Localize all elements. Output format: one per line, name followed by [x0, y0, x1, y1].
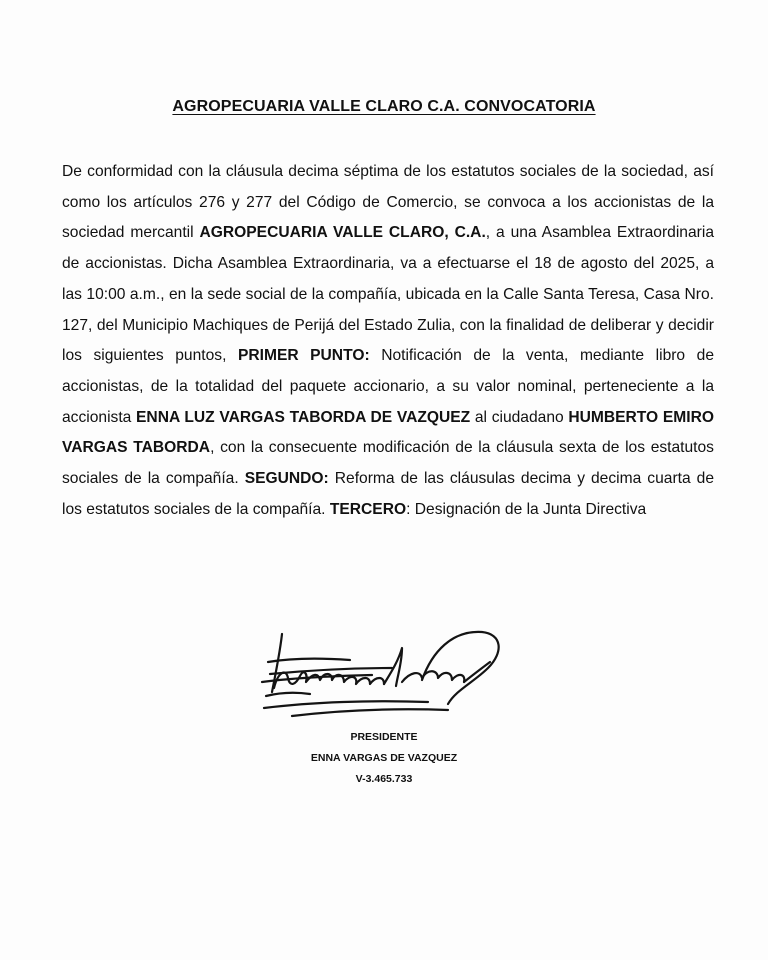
signature-block [284, 727, 484, 790]
body-text-7: : Designación de la Junta Directiva [406, 500, 647, 518]
body-text-3: Notificación de la venta, mediante libro de accionistas, de la totalidad del paquete accionario, a su valor nominal, perteneciente a la accionista [62, 347, 714, 426]
body-text-6: Reforma de las cláusulas decima y decima cuarta de los estatutos sociales de la compañía. [62, 470, 714, 518]
buyer-name: HUMBERTO EMIRO VARGAS TABORDA [62, 408, 714, 457]
document-title: AGROPECUARIA VALLE CLARO C.A. CONVOCATORIA [172, 98, 596, 115]
body-text-5: , con la consecuente modificación de la cláusula sexta de los estatutos sociales de la compañía. [62, 439, 714, 488]
second-point-label: SEGUNDO: [244, 470, 329, 488]
signer-id: V-3.465.733 [355, 773, 413, 785]
body-text-1: De conformidad con la cláusula decima séptima de los estatutos sociales de la sociedad, así como los artículos 276 y 277 del Código de Comercio, se convoca a los accionistas de la sociedad mercantil [62, 163, 714, 242]
third-point-label: TERCERO [329, 500, 407, 518]
body-text-2: , a una Asamblea Extraordinaria de accionistas. Dicha Asamblea Extraordinaria, va a efectuarse el 18 de agosto del 2025, a las 10:00 a.m., en la sede social de la compañía, ubicada en la Calle Santa Teresa, Casa Nro. 127, del Municipio Machiques de Perijá del Estado Zulia, con la finalidad de deliberar y decidir los siguientes puntos, [62, 224, 714, 365]
handwritten-signature [252, 612, 512, 730]
signer-role: PRESIDENTE [350, 731, 418, 743]
body-text-4: al ciudadano [470, 408, 569, 426]
document-body [62, 157, 714, 525]
signer-name: ENNA VARGAS DE VAZQUEZ [310, 752, 458, 764]
first-point-label: PRIMER PUNTO: [237, 347, 370, 365]
seller-name: ENNA LUZ VARGAS TABORDA DE VAZQUEZ [136, 408, 471, 426]
company-name: AGROPECUARIA VALLE CLARO, C.A. [199, 224, 486, 242]
